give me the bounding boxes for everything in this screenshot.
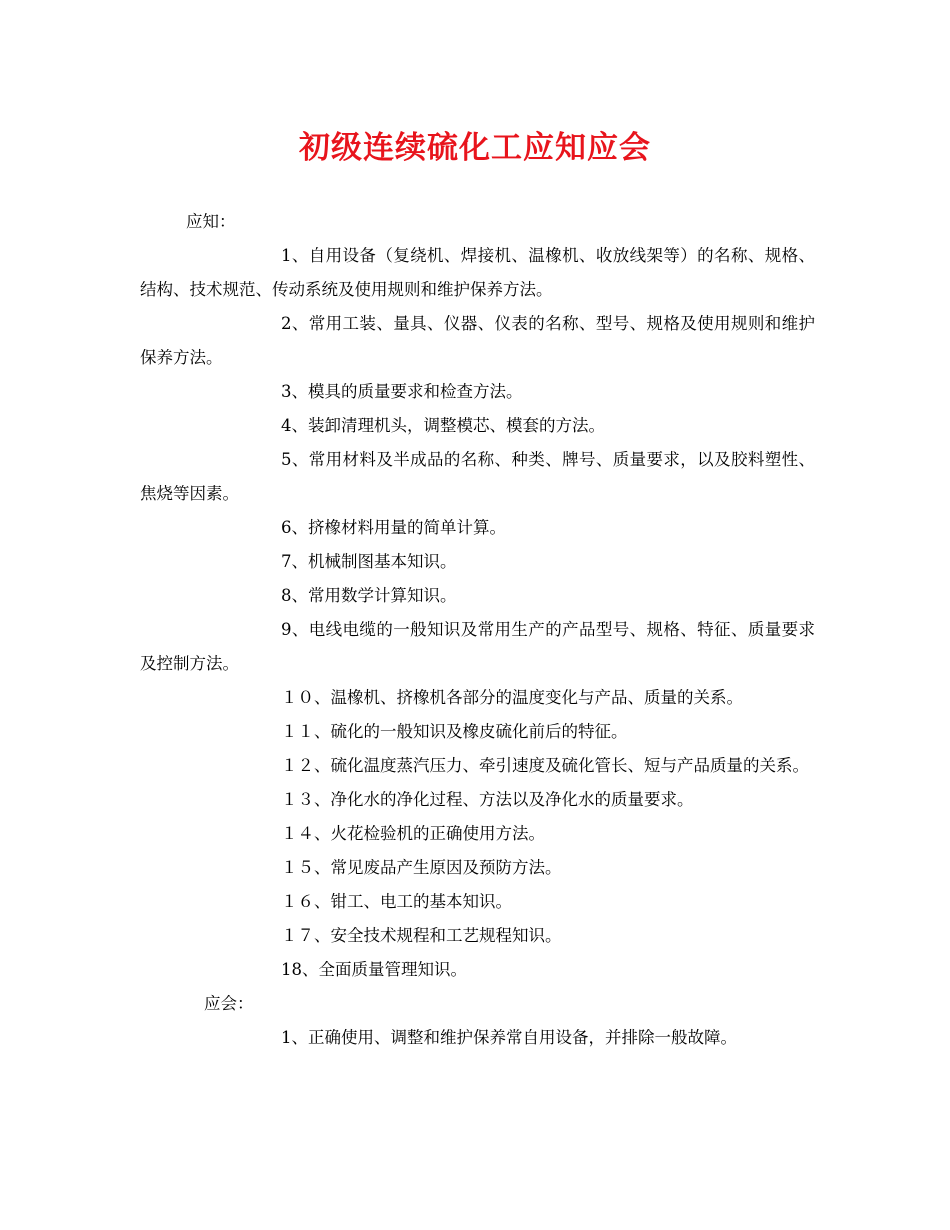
list-item: １６、钳工、电工的基本知识。 bbox=[281, 892, 512, 911]
list-item: 2、常用工装、量具、仪器、仪表的名称、型号、规格及使用规则和维护保养方法。 bbox=[140, 314, 815, 367]
list-item: 6、挤橡材料用量的简单计算。 bbox=[281, 518, 506, 537]
list-item: 3、模具的质量要求和检查方法。 bbox=[281, 382, 523, 401]
document-body bbox=[140, 205, 815, 1055]
list-item: １０、温橡机、挤橡机各部分的温度变化与产品、质量的关系。 bbox=[281, 688, 743, 707]
list-item: 4、装卸清理机头，调整模芯、模套的方法。 bbox=[281, 416, 605, 435]
document-title: 初级连续硫化工应知应会 bbox=[299, 130, 651, 166]
section-heading-can: 应会： bbox=[204, 994, 254, 1013]
list-item: １５、常见废品产生原因及预防方法。 bbox=[281, 858, 562, 877]
list-item: 9、电线电缆的一般知识及常用生产的产品型号、规格、特征、质量要求及控制方法。 bbox=[140, 620, 815, 673]
list-item: １２、硫化温度蒸汽压力、牵引速度及硫化管长、短与产品质量的关系。 bbox=[281, 756, 809, 775]
list-item: １３、净化水的净化过程、方法以及净化水的质量要求。 bbox=[281, 790, 694, 809]
list-item: 1、自用设备（复绕机、焊接机、温橡机、收放线架等）的名称、规格、结构、技术规范、传动系统及使用规则和维护保养方法。 bbox=[140, 246, 815, 299]
section-heading-know: 应知： bbox=[186, 212, 236, 231]
list-item: 7、机械制图基本知识。 bbox=[281, 552, 457, 571]
list-item: １４、火花检验机的正确使用方法。 bbox=[281, 824, 545, 843]
list-item: 18、全面质量管理知识。 bbox=[281, 960, 467, 979]
list-item: １１、硫化的一般知识及橡皮硫化前后的特征。 bbox=[281, 722, 628, 741]
list-item: 1、正确使用、调整和维护保养常自用设备，并排除一般故障。 bbox=[281, 1028, 737, 1047]
list-item: １７、安全技术规程和工艺规程知识。 bbox=[281, 926, 562, 945]
list-item: 8、常用数学计算知识。 bbox=[281, 586, 457, 605]
list-item: 5、常用材料及半成品的名称、种类、牌号、质量要求，以及胶料塑性、焦烧等因素。 bbox=[140, 450, 815, 503]
